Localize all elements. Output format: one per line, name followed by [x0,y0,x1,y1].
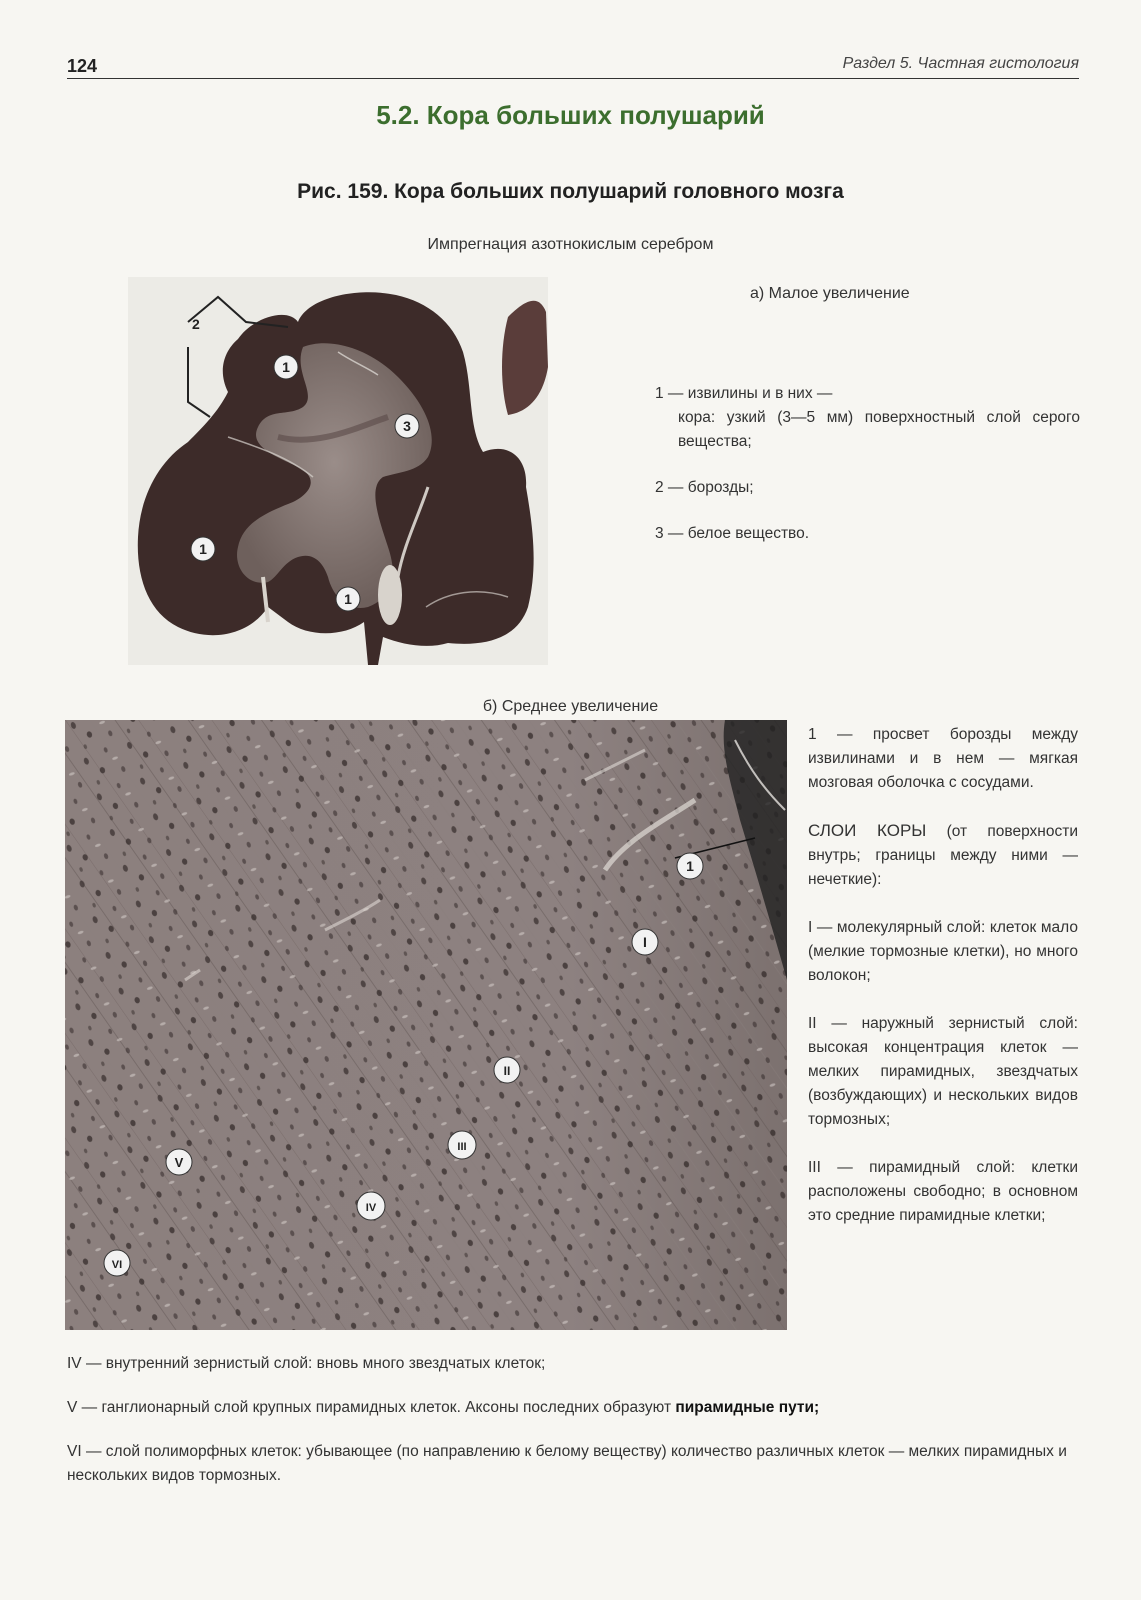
layers-intro-rest: (от поверхности внутрь; границы между ними — нечеткие): [808,823,1078,888]
marker-b1 [677,853,703,879]
note-layer6: VI — слой полиморфных клеток: убывающее (по направлению к белому веществу) количество различных клеток — мелких пирамидных и нескольких видов тормозных. [67,1443,1067,1484]
marker-2-label: 2 [192,316,200,332]
svg-text:1: 1 [344,591,352,607]
svg-text:IV: IV [365,1202,377,1214]
figure-title: Рис. 159. Кора больших полушарий головного мозга [297,180,844,203]
svg-text:V: V [174,1155,184,1170]
stain-method: Импрегнация азотнокислым серебром [427,236,714,253]
panel-b-micrograph [65,720,787,1330]
legend-b-layers-intro [808,819,1078,892]
svg-text:1: 1 [199,541,207,557]
running-head: Раздел 5. Частная гистология [842,55,1079,72]
svg-text:III: III [457,1141,467,1153]
legend-b-layer1: I — молекулярный слой: клеток мало (мелкие тормозные клетки), но много волокон; [808,919,1078,984]
panel-a-micrograph [128,277,548,665]
legend-a-item2: 2 — борозды; [655,479,754,496]
legend-a-item3: 3 — белое вещество. [655,525,810,542]
panel-a-title: а) Малое увеличение [750,285,910,302]
page-number: 124 [67,56,98,76]
legend-b-item1: 1 — просвет борозды между извилинами и в нем — мягкая мозговая оболочка с сосудами. [808,726,1078,791]
legend-b-layer2: II — наружный зернистый слой: высокая концентрация клеток — мелких пирамидных, звездчатых (возбуждающих) и нескольких видов тормозных; [808,1015,1078,1128]
note-layer4: IV — внутренний зернистый слой: вновь много звездчатых клеток; [67,1355,546,1372]
header-rule [67,78,1079,79]
svg-text:I: I [643,934,647,950]
panel-b-legend [808,723,1078,1252]
bottom-notes [67,1352,1079,1508]
note-layer5 [67,1396,1079,1420]
marker-1b [191,537,215,561]
section-title: 5.2. Кора больших полушарий [376,100,765,130]
layers-intro-caps: СЛОИ КОРЫ [808,821,927,840]
svg-text:VI: VI [111,1259,123,1271]
svg-text:1: 1 [686,858,694,874]
marker-layer-III [448,1131,476,1159]
note-layer5-text: V — ганглионарный слой крупных пирамидных клеток. Аксоны последних образуют [67,1399,676,1416]
legend-a-item1-head: 1 — извилины и в них — [655,385,833,402]
panel-b-title: б) Среднее увеличение [482,698,659,715]
marker-1c [336,587,360,611]
marker-layer-IV [357,1192,385,1220]
marker-layer-I [632,929,658,955]
svg-text:1: 1 [282,359,290,375]
panel-a-legend [655,382,1080,568]
svg-text:II: II [503,1064,511,1078]
note-layer5-bold: пирамидные пути; [675,1399,820,1416]
marker-layer-VI [104,1250,130,1276]
legend-b-layer3: III — пирамидный слой: клетки расположены свободно; в основном это средние пирамидные клетки; [808,1159,1078,1224]
marker-1a [274,355,298,379]
marker-layer-V [166,1149,192,1175]
marker-layer-II [494,1057,520,1083]
marker-3 [395,414,419,438]
sulcus-lumen [378,565,402,625]
legend-a-item1-body: кора: узкий (3—5 мм) поверхностный слой серого вещества; [678,409,1080,450]
svg-text:3: 3 [403,418,411,434]
